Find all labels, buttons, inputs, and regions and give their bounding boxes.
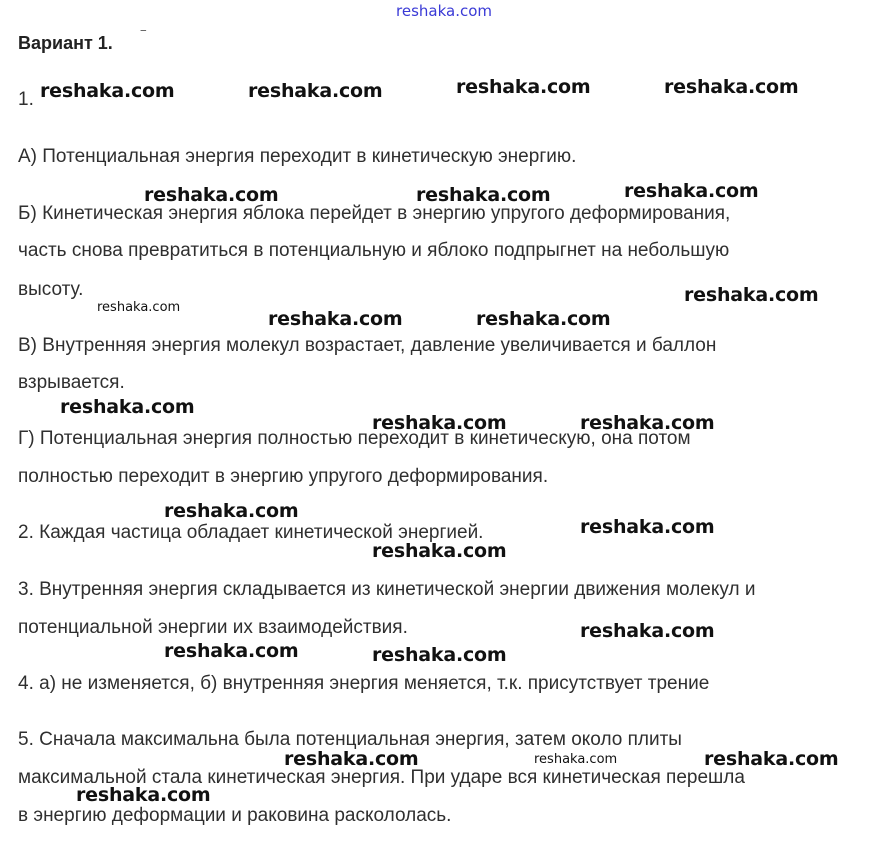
watermark: reshaka.com	[416, 184, 551, 206]
watermark: reshaka.com	[60, 396, 195, 418]
answer-line-a: А) Потенциальная энергия переходит в кинетическую энергию.	[18, 146, 577, 167]
watermark: reshaka.com	[164, 500, 299, 522]
watermark: reshaka.com	[704, 748, 839, 770]
answer-line-g-2: полностью переходит в энергию упругого деформирования.	[18, 466, 549, 487]
watermark: reshaka.com	[580, 412, 715, 434]
answer-line-v-1: В) Внутренняя энергия молекул возрастает, давление увеличивается и баллон	[18, 335, 717, 356]
watermark: reshaka.com	[40, 80, 175, 102]
answer-line-2: 2. Каждая частица обладает кинетической энергией.	[18, 522, 484, 543]
watermark: reshaka.com	[624, 180, 759, 202]
page-title: Вариант 1.	[18, 33, 113, 53]
watermark: reshaka.com	[580, 620, 715, 642]
answer-line-3-2: потенциальной энергии их взаимодействия.	[18, 617, 408, 638]
answer-line-5-1: 5. Сначала максимальна была потенциальная энергия, затем около плиты	[18, 729, 682, 750]
watermark: reshaka.com	[372, 540, 507, 562]
watermark: reshaka.com	[684, 284, 819, 306]
answer-line-b-2: часть снова превратиться в потенциальную и яблоко подпрыгнет на небольшую	[18, 240, 730, 261]
answer-line-3-1: 3. Внутренняя энергия складывается из кинетической энергии движения молекул и	[18, 579, 756, 600]
watermark: reshaka.com	[144, 184, 279, 206]
answer-line-5-2: максимальной стала кинетическая энергия. При ударе вся кинетическая перешла	[18, 767, 745, 788]
watermark: reshaka.com	[476, 308, 611, 330]
watermark: reshaka.com	[580, 516, 715, 538]
watermark: reshaka.com	[372, 644, 507, 666]
answer-line-v-2: взрывается.	[18, 372, 125, 393]
watermark: reshaka.com	[372, 412, 507, 434]
title-mark: ‾	[141, 28, 146, 44]
watermark: reshaka.com	[268, 308, 403, 330]
watermark: reshaka.com	[76, 784, 211, 806]
answer-line-g-1: Г) Потенциальная энергия полностью переходит в кинетическую, она потом	[18, 428, 691, 449]
site-header-link[interactable]: reshaka.com	[396, 2, 492, 20]
watermark: reshaka.com	[248, 80, 383, 102]
watermark-small: reshaka.com	[97, 300, 181, 315]
watermark: reshaka.com	[664, 76, 799, 98]
watermark: reshaka.com	[284, 748, 419, 770]
answer-line-b-1: Б) Кинетическая энергия яблока перейдет в энергию упругого деформирования,	[18, 203, 731, 224]
watermark-small: reshaka.com	[534, 752, 618, 767]
answer-line-b-3: высоту.	[18, 279, 84, 300]
answer-line-5-3: в энергию деформации и раковина раскололась.	[18, 805, 452, 826]
answer-line-1: 1.	[18, 89, 34, 110]
answer-line-4: 4. а) не изменяется, б) внутренняя энергия меняется, т.к. присутствует трение	[18, 673, 710, 694]
watermark: reshaka.com	[456, 76, 591, 98]
watermark: reshaka.com	[164, 640, 299, 662]
